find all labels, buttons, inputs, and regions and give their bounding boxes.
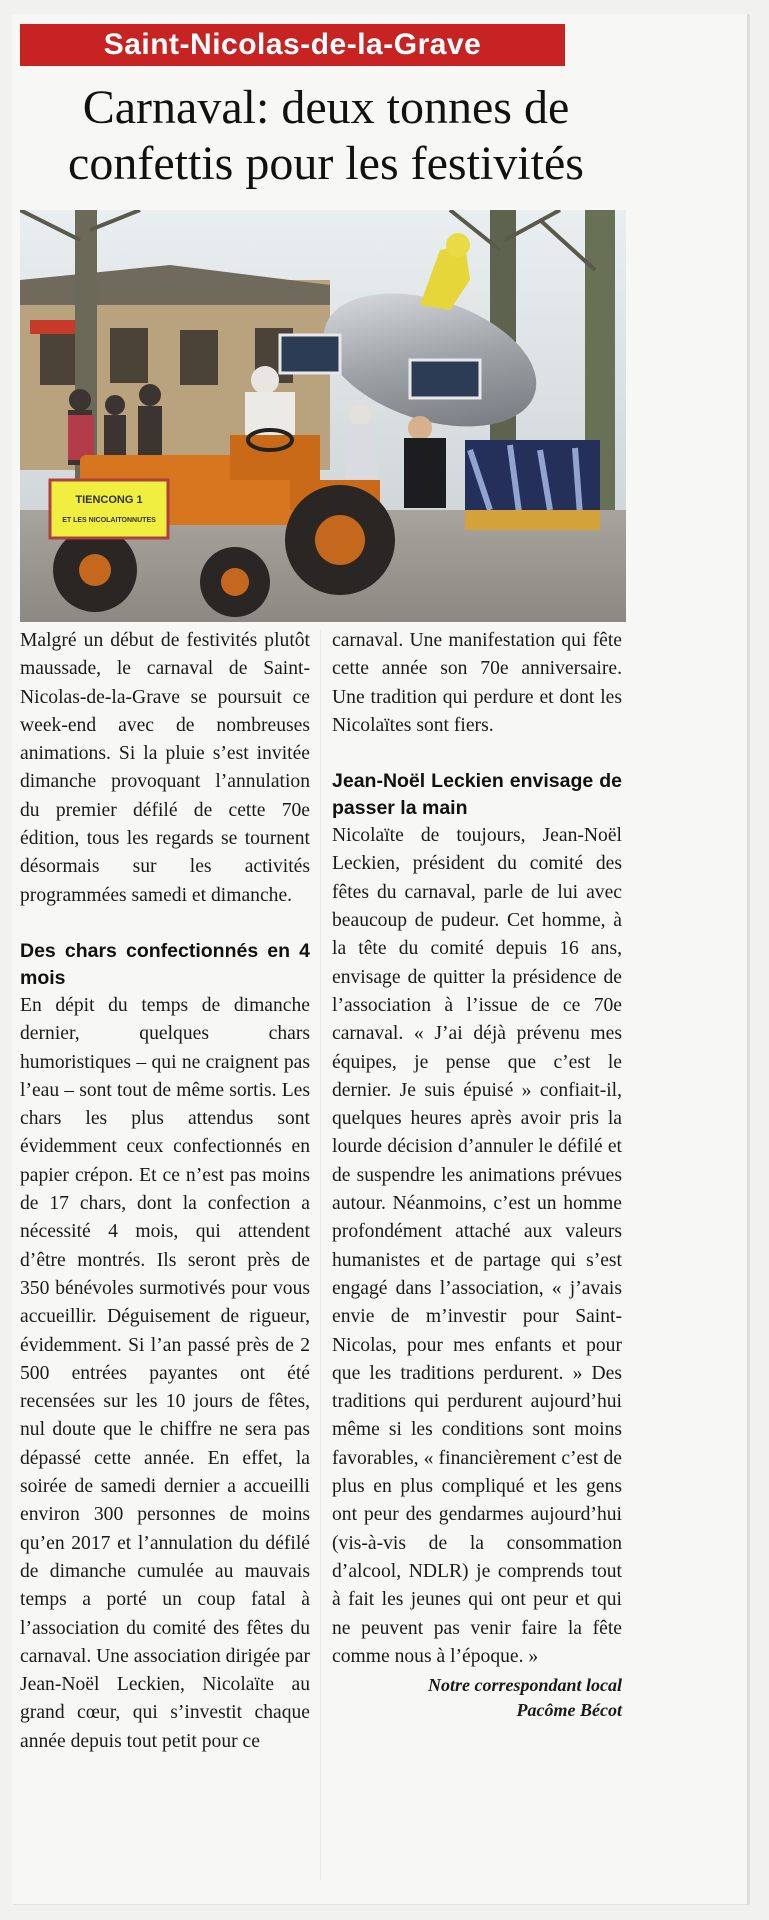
article-body-right: Nicolaïte de toujours, Jean-Noël Leckien, président du comité des fêtes du carnaval, parle de lui avec beaucoup de pudeur. Cet homme, à la tête du comité depuis 16 ans, envisage de quitter la présidence de l’association à l’issue de ce 70e carnaval. « J’ai déjà prévenu mes équipes, je pense que c’est le dernier. Je suis épuisé » confiait-il, quelques heures après avoir pris la lourde décision d’annuler le défilé et de suspendre les animations prévues autour. Néanmoins, c’est un homme profondément attaché aux valeurs humanistes et de partage qui s’est engagé dans l’association, « j’avais envie de m’investir pour Saint-Nicolas, pour mes enfants et pour que les traditions perdurent. » Des traditions qui perdurent aujourd’hui même si les conditions sont moins favorables, « financièrement c’est de plus en plus compliqué et les gens ont peur des gendarmes aujourd’hui (vis-à-vis de la consommation d’alcool, NDLR) je comprends tout à fait les jeunes qui ont peur et qui ne peuvent pas venir faire la fête comme nous à l’époque. » [332,825,622,1667]
article-intro: Malgré un début de festivités plutôt maussade, le carnaval de Saint-Nicolas-de-la-Grave se poursuit ce week-end avec de nombreuses animations. Si la pluie s’est invitée dimanche provoquant l’annulation du premier défilé de cette 70e édition, tous les regards se tournent désormais sur les activités programmées samedi et dimanche. [20,630,310,906]
article-headline [20,80,632,192]
section-kicker: Saint-Nicolas-de-la-Grave [20,24,565,66]
article-continuation: carnaval. Une manifestation qui fête cette année son 70e anniversaire. Une tradition qui perdure et dont les Nicolaïtes sont fiers. [332,630,622,736]
subhead-chars: Des chars confectionnés en 4 mois [20,939,310,989]
article-column-right [332,627,622,1723]
tractor-sign-line-2: ET LES NICOLAITONNUTES [62,517,156,524]
subhead-leckien: Jean-Noël Leckien envisage de passer la main [332,770,622,820]
column-divider [320,630,321,1880]
headline-line-1: Carnaval: deux tonnes de [82,81,570,134]
headline-line-2: confettis pour les festivités [68,137,584,190]
byline-name: Pacôme Bécot [516,1700,622,1721]
article-column-left [20,627,310,1756]
tractor-sign-line-1: TIENCONG 1 [75,494,143,506]
paragraph-gap [332,740,622,768]
carnival-photo-illustration [20,210,626,622]
paragraph-gap [20,910,310,938]
carnival-photo [20,210,626,622]
byline [332,1673,622,1723]
article-body-left: En dépit du temps de dimanche dernier, quelques chars humoristiques – qui ne craignent pas l’eau – sont tout de même sortis. Les chars les plus attendus sont évidemment ceux confectionnés en papier crépon. Et ce n’est pas moins de 17 chars, dont la confection a nécessité 4 mois, qui attendent d’être montrés. Ils seront près de 350 bénévoles surmotivés pour vous accueillir. Déguisement de rigueur, évidemment. Si l’an passé près de 2 500 entrées payantes ont été recensées sur les 10 jours de fêtes, nul doute que le chiffre ne sera pas dépassé cette année. En effet, la soirée de samedi dernier a accueilli environ 300 personnes de moins qu’en 2017 et l’annulation du défilé de dimanche cumulée au mauvais temps a porté un coup fatal à l’association du comité des fêtes du carnaval. Une association dirigée par Jean-Noël Leckien, Nicolaïte au grand cœur, qui s’investit chaque année depuis tout petit pour ce [20,994,310,1752]
byline-role: Notre correspondant local [427,1675,622,1696]
